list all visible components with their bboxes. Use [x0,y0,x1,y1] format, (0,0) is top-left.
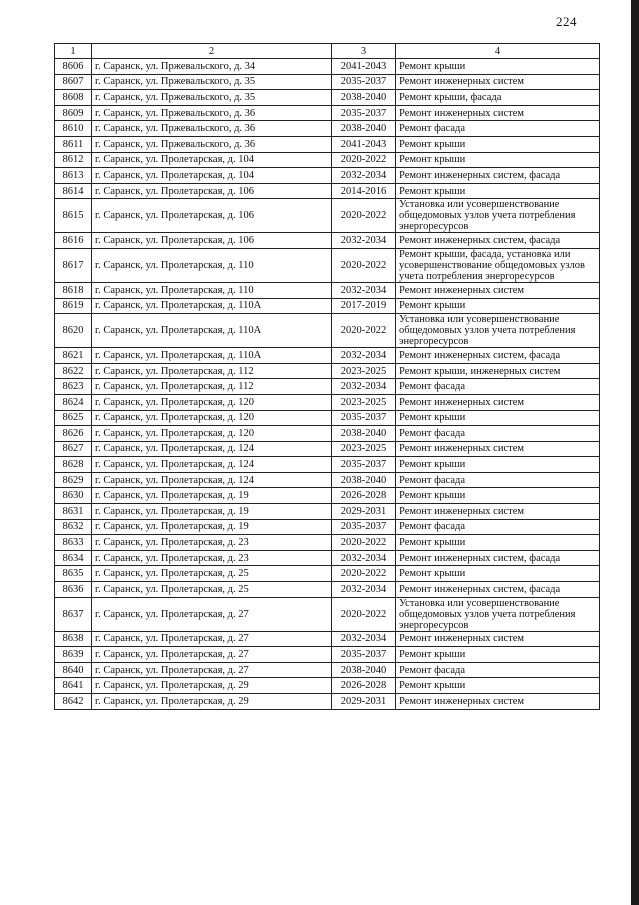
period-cell: 2035-2037 [332,519,396,535]
table-row [55,74,600,90]
period-cell: 2038-2040 [332,426,396,442]
period-cell: 2020-2022 [332,152,396,168]
table-row [55,199,600,233]
table-row [55,233,600,249]
address-cell: г. Саранск, ул. Пролетарская, д. 27 [92,662,332,678]
address-cell: г. Саранск, ул. Пролетарская, д. 25 [92,582,332,598]
work-type-cell: Ремонт фасада [396,379,600,395]
work-type-cell: Ремонт крыши, фасада [396,90,600,106]
table-row [55,248,600,282]
row-number-cell: 8614 [55,183,92,199]
row-number-cell: 8617 [55,248,92,282]
period-cell: 2020-2022 [332,199,396,233]
table-row [55,363,600,379]
work-type-cell: Ремонт инженерных систем [396,441,600,457]
row-number-cell: 8613 [55,168,92,184]
table-row [55,694,600,710]
work-type-cell: Ремонт инженерных систем [396,694,600,710]
row-number-cell: 8606 [55,59,92,75]
period-cell: 2026-2028 [332,488,396,504]
row-number-cell: 8639 [55,647,92,663]
period-cell: 2032-2034 [332,168,396,184]
period-cell: 2035-2037 [332,457,396,473]
address-cell: г. Саранск, ул. Пролетарская, д. 29 [92,678,332,694]
column-header-1: 1 [55,44,92,59]
row-number-cell: 8625 [55,410,92,426]
table-row [55,298,600,314]
address-cell: г. Саранск, ул. Пржевальского, д. 35 [92,90,332,106]
table-row [55,631,600,647]
work-type-cell: Ремонт крыши [396,59,600,75]
row-number-cell: 8607 [55,74,92,90]
period-cell: 2023-2025 [332,394,396,410]
address-cell: г. Саранск, ул. Пролетарская, д. 110А [92,314,332,348]
work-type-cell: Ремонт инженерных систем [396,631,600,647]
period-cell: 2038-2040 [332,472,396,488]
period-cell: 2020-2022 [332,566,396,582]
address-cell: г. Саранск, ул. Пролетарская, д. 120 [92,410,332,426]
period-cell: 2026-2028 [332,678,396,694]
table-row [55,168,600,184]
period-cell: 2032-2034 [332,631,396,647]
table-row [55,136,600,152]
row-number-cell: 8627 [55,441,92,457]
period-cell: 2017-2019 [332,298,396,314]
address-cell: г. Саранск, ул. Пролетарская, д. 23 [92,550,332,566]
period-cell: 2032-2034 [332,582,396,598]
period-cell: 2020-2022 [332,314,396,348]
address-cell: г. Саранск, ул. Пролетарская, д. 27 [92,631,332,647]
table-row [55,410,600,426]
address-cell: г. Саранск, ул. Пролетарская, д. 124 [92,472,332,488]
row-number-cell: 8641 [55,678,92,694]
table-row [55,183,600,199]
work-type-cell: Ремонт фасада [396,519,600,535]
row-number-cell: 8612 [55,152,92,168]
period-cell: 2041-2043 [332,136,396,152]
repair-schedule-table [54,43,600,710]
table-row [55,535,600,551]
table-row [55,582,600,598]
address-cell: г. Саранск, ул. Пролетарская, д. 19 [92,519,332,535]
table-row [55,426,600,442]
table-row [55,105,600,121]
period-cell: 2038-2040 [332,90,396,106]
address-cell: г. Саранск, ул. Пролетарская, д. 19 [92,488,332,504]
table-row [55,504,600,520]
table-row [55,472,600,488]
row-number-cell: 8626 [55,426,92,442]
work-type-cell: Ремонт инженерных систем, фасада [396,550,600,566]
table-row [55,121,600,137]
address-cell: г. Саранск, ул. Пролетарская, д. 104 [92,152,332,168]
table-row [55,379,600,395]
row-number-cell: 8624 [55,394,92,410]
address-cell: г. Саранск, ул. Пролетарская, д. 120 [92,394,332,410]
address-cell: г. Саранск, ул. Пролетарская, д. 27 [92,647,332,663]
work-type-cell: Установка или усовершенствование общедомовых узлов учета потребления энергоресурсов [396,597,600,631]
period-cell: 2032-2034 [332,348,396,364]
table-header [55,44,600,59]
address-cell: г. Саранск, ул. Пролетарская, д. 110А [92,298,332,314]
work-type-cell: Установка или усовершенствование общедомовых узлов учета потребления энергоресурсов [396,199,600,233]
row-number-cell: 8616 [55,233,92,249]
header-row [55,44,600,59]
table-row [55,566,600,582]
work-type-cell: Ремонт крыши [396,566,600,582]
row-number-cell: 8640 [55,662,92,678]
row-number-cell: 8631 [55,504,92,520]
address-cell: г. Саранск, ул. Пролетарская, д. 23 [92,535,332,551]
period-cell: 2038-2040 [332,121,396,137]
work-type-cell: Ремонт инженерных систем [396,504,600,520]
period-cell: 2032-2034 [332,282,396,298]
address-cell: г. Саранск, ул. Пржевальского, д. 34 [92,59,332,75]
row-number-cell: 8615 [55,199,92,233]
row-number-cell: 8619 [55,298,92,314]
period-cell: 2032-2034 [332,550,396,566]
row-number-cell: 8621 [55,348,92,364]
row-number-cell: 8634 [55,550,92,566]
row-number-cell: 8637 [55,597,92,631]
table-row [55,59,600,75]
scan-edge-bar [631,0,639,905]
table-row [55,662,600,678]
row-number-cell: 8622 [55,363,92,379]
period-cell: 2029-2031 [332,504,396,520]
table-row [55,441,600,457]
address-cell: г. Саранск, ул. Пролетарская, д. 110А [92,348,332,364]
work-type-cell: Ремонт инженерных систем, фасада [396,233,600,249]
work-type-cell: Ремонт крыши, фасада, установка или усовершенствование общедомовых узлов учета потребления энергоресурсов [396,248,600,282]
period-cell: 2035-2037 [332,410,396,426]
work-type-cell: Ремонт фасада [396,662,600,678]
table-row [55,348,600,364]
table-row [55,488,600,504]
address-cell: г. Саранск, ул. Пролетарская, д. 106 [92,199,332,233]
column-header-2: 2 [92,44,332,59]
work-type-cell: Ремонт фасада [396,472,600,488]
period-cell: 2014-2016 [332,183,396,199]
period-cell: 2035-2037 [332,74,396,90]
address-cell: г. Саранск, ул. Пролетарская, д. 112 [92,379,332,395]
work-type-cell: Ремонт крыши [396,678,600,694]
address-cell: г. Саранск, ул. Пржевальского, д. 36 [92,136,332,152]
work-type-cell: Ремонт инженерных систем, фасада [396,348,600,364]
column-header-4: 4 [396,44,600,59]
period-cell: 2032-2034 [332,233,396,249]
period-cell: 2020-2022 [332,597,396,631]
column-header-3: 3 [332,44,396,59]
page-number: 224 [556,14,577,29]
work-type-cell: Ремонт инженерных систем [396,282,600,298]
table-row [55,457,600,473]
period-cell: 2035-2037 [332,105,396,121]
work-type-cell: Ремонт инженерных систем [396,394,600,410]
period-cell: 2029-2031 [332,694,396,710]
table-body [55,59,600,710]
address-cell: г. Саранск, ул. Пролетарская, д. 106 [92,233,332,249]
address-cell: г. Саранск, ул. Пролетарская, д. 19 [92,504,332,520]
row-number-cell: 8642 [55,694,92,710]
table-row [55,394,600,410]
work-type-cell: Установка или усовершенствование общедомовых узлов учета потребления энергоресурсов [396,314,600,348]
row-number-cell: 8636 [55,582,92,598]
row-number-cell: 8635 [55,566,92,582]
address-cell: г. Саранск, ул. Пролетарская, д. 110 [92,282,332,298]
table-row [55,550,600,566]
work-type-cell: Ремонт крыши [396,457,600,473]
address-cell: г. Саранск, ул. Пролетарская, д. 29 [92,694,332,710]
address-cell: г. Саранск, ул. Пролетарская, д. 106 [92,183,332,199]
row-number-cell: 8608 [55,90,92,106]
address-cell: г. Саранск, ул. Пржевальского, д. 36 [92,105,332,121]
row-number-cell: 8610 [55,121,92,137]
table-row [55,647,600,663]
work-type-cell: Ремонт крыши, инженерных систем [396,363,600,379]
work-type-cell: Ремонт крыши [396,410,600,426]
address-cell: г. Саранск, ул. Пржевальского, д. 35 [92,74,332,90]
work-type-cell: Ремонт крыши [396,152,600,168]
period-cell: 2020-2022 [332,248,396,282]
work-type-cell: Ремонт инженерных систем, фасада [396,168,600,184]
row-number-cell: 8630 [55,488,92,504]
table-row [55,90,600,106]
period-cell: 2023-2025 [332,441,396,457]
address-cell: г. Саранск, ул. Пролетарская, д. 112 [92,363,332,379]
table-row [55,597,600,631]
period-cell: 2023-2025 [332,363,396,379]
address-cell: г. Саранск, ул. Пролетарская, д. 124 [92,441,332,457]
address-cell: г. Саранск, ул. Пролетарская, д. 124 [92,457,332,473]
work-type-cell: Ремонт крыши [396,488,600,504]
row-number-cell: 8628 [55,457,92,473]
period-cell: 2035-2037 [332,647,396,663]
work-type-cell: Ремонт инженерных систем, фасада [396,582,600,598]
row-number-cell: 8618 [55,282,92,298]
work-type-cell: Ремонт крыши [396,647,600,663]
row-number-cell: 8638 [55,631,92,647]
address-cell: г. Саранск, ул. Пролетарская, д. 25 [92,566,332,582]
row-number-cell: 8633 [55,535,92,551]
address-cell: г. Саранск, ул. Пролетарская, д. 27 [92,597,332,631]
work-type-cell: Ремонт крыши [396,136,600,152]
work-type-cell: Ремонт крыши [396,535,600,551]
address-cell: г. Саранск, ул. Пролетарская, д. 120 [92,426,332,442]
address-cell: г. Саранск, ул. Пролетарская, д. 104 [92,168,332,184]
address-cell: г. Саранск, ул. Пржевальского, д. 36 [92,121,332,137]
period-cell: 2020-2022 [332,535,396,551]
row-number-cell: 8623 [55,379,92,395]
table-row [55,282,600,298]
work-type-cell: Ремонт инженерных систем [396,105,600,121]
period-cell: 2032-2034 [332,379,396,395]
work-type-cell: Ремонт инженерных систем [396,74,600,90]
table-row [55,314,600,348]
row-number-cell: 8632 [55,519,92,535]
work-type-cell: Ремонт крыши [396,298,600,314]
row-number-cell: 8611 [55,136,92,152]
work-type-cell: Ремонт фасада [396,121,600,137]
work-type-cell: Ремонт крыши [396,183,600,199]
address-cell: г. Саранск, ул. Пролетарская, д. 110 [92,248,332,282]
row-number-cell: 8620 [55,314,92,348]
period-cell: 2038-2040 [332,662,396,678]
row-number-cell: 8609 [55,105,92,121]
table-row [55,152,600,168]
period-cell: 2041-2043 [332,59,396,75]
table-row [55,678,600,694]
row-number-cell: 8629 [55,472,92,488]
work-type-cell: Ремонт фасада [396,426,600,442]
table-row [55,519,600,535]
